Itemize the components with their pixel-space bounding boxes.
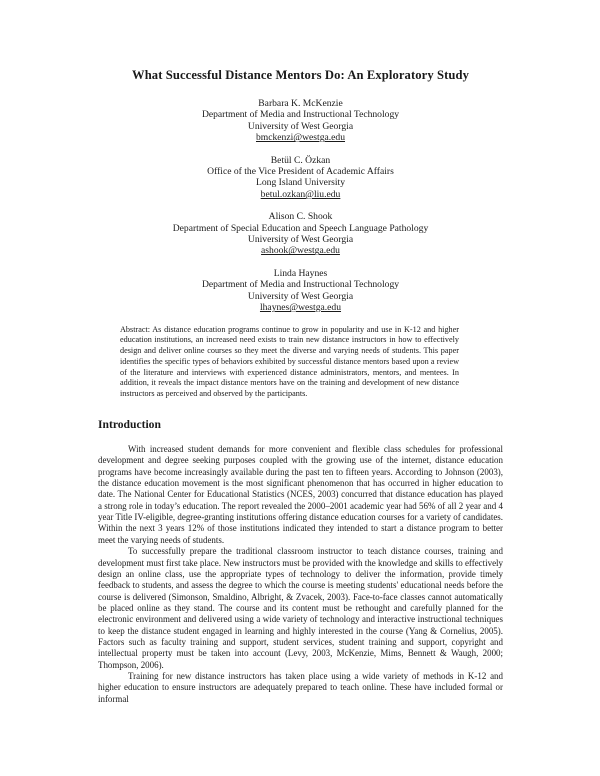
author-department: Department of Media and Instructional Technology [201, 109, 400, 121]
author-block [98, 268, 503, 314]
author-name: Linda Haynes [273, 267, 328, 279]
author-institution: Long Island University [256, 177, 345, 189]
author-institution: University of West Georgia [247, 290, 354, 302]
author-block [98, 211, 503, 257]
author-institution: University of West Georgia [247, 120, 354, 132]
author-block [98, 155, 503, 201]
author-name: Alison C. Shook [268, 211, 333, 223]
author-name: Barbara K. McKenzie [258, 98, 343, 109]
paragraph: To successfully prepare the traditional classroom instructor to teach distance courses, training and development must first take place. New instructors must be provided with the knowledge and skills to effectively design an online class, use the appropriate types of technology to deliver the information, provide timely feedback to students, and assess the degree to which the course is meeting students' educational needs before the course is delivered (Simonson, Smaldino, Albright, & Zvacek, 2003). Face-to-face classes cannot automatically be placed online as they stand. The course and its content must be rethought and carefully planned for the electronic environment and delivered using a wide variety of technology and interactive instructional techniques to keep the distance student engaged in learning and highly interested in the course (Yang & Cornelius, 2005). Factors such as faculty training and support, student services, student training and support, copyright and intellectual property must be taken into account (Levy, 2003, McKenzie, Mims, Bennett & Waugh, 2000; Thompson, 2006). [98, 546, 503, 670]
author-email-link[interactable]: bmckenzi@westga.edu [255, 132, 346, 144]
section-heading-introduction: Introduction [98, 418, 161, 432]
author-department: Office of the Vice President of Academic Affairs [207, 166, 394, 178]
introduction-body [98, 444, 503, 705]
author-email-link[interactable]: betul.ozkan@liu.edu [260, 188, 341, 200]
paragraph: With increased student demands for more convenient and flexible class schedules for professional development and degree seeking purposes coupled with the growing use of the internet, distance education programs have become increasingly available during the past ten to fifteen years. According to Johnson (2003), the distance education movement is the most significant phenomenon that has occurred in higher education to date. The National Center for Educational Statistics (NCES, 2003) concurred that distance education has played a strong role in today’s education. The report revealed the 2000–2001 academic year had 56% of all 2 year and 4 year Title IV-eligible, degree-granting institutions offering distance education courses for a variety of candidates. Within the next 3 years 12% of those institutions indicated they intended to start a distance program to better meet the varying needs of students. [98, 444, 503, 545]
author-department: Department of Special Education and Speech Language Pathology [172, 222, 429, 234]
author-institution: University of West Georgia [247, 234, 354, 246]
author-list [98, 98, 503, 314]
author-email-link[interactable]: lhaynes@westga.edu [259, 302, 342, 314]
author-block [98, 98, 503, 144]
author-department: Department of Media and Instructional Technology [201, 279, 400, 291]
author-email-link[interactable]: ashook@westga.edu [261, 245, 340, 257]
author-name: Betül C. Özkan [270, 154, 331, 166]
paragraph: Training for new distance instructors has taken place using a wide variety of methods in K-12 and higher education to ensure instructors are adequately prepared to teach online. These have included formal or informal [98, 670, 503, 704]
abstract: Abstract: As distance education programs continue to grow in popularity and use in K-12 and higher education institutions, an increased need exists to train new distance instructors in how to effectively design and deliver online courses so they meet the diverse and varying needs of students. This paper identifies the specific types of behaviors exhibited by successful distance mentors based upon a review of the literature and interviews with experienced distance administrators, mentors, and mentees. In addition, it reveals the impact distance mentors have on the training and development of new distance instructors as perceived and observed by the participants. [120, 324, 459, 399]
paper-title: What Successful Distance Mentors Do: An Exploratory Study [132, 68, 469, 82]
